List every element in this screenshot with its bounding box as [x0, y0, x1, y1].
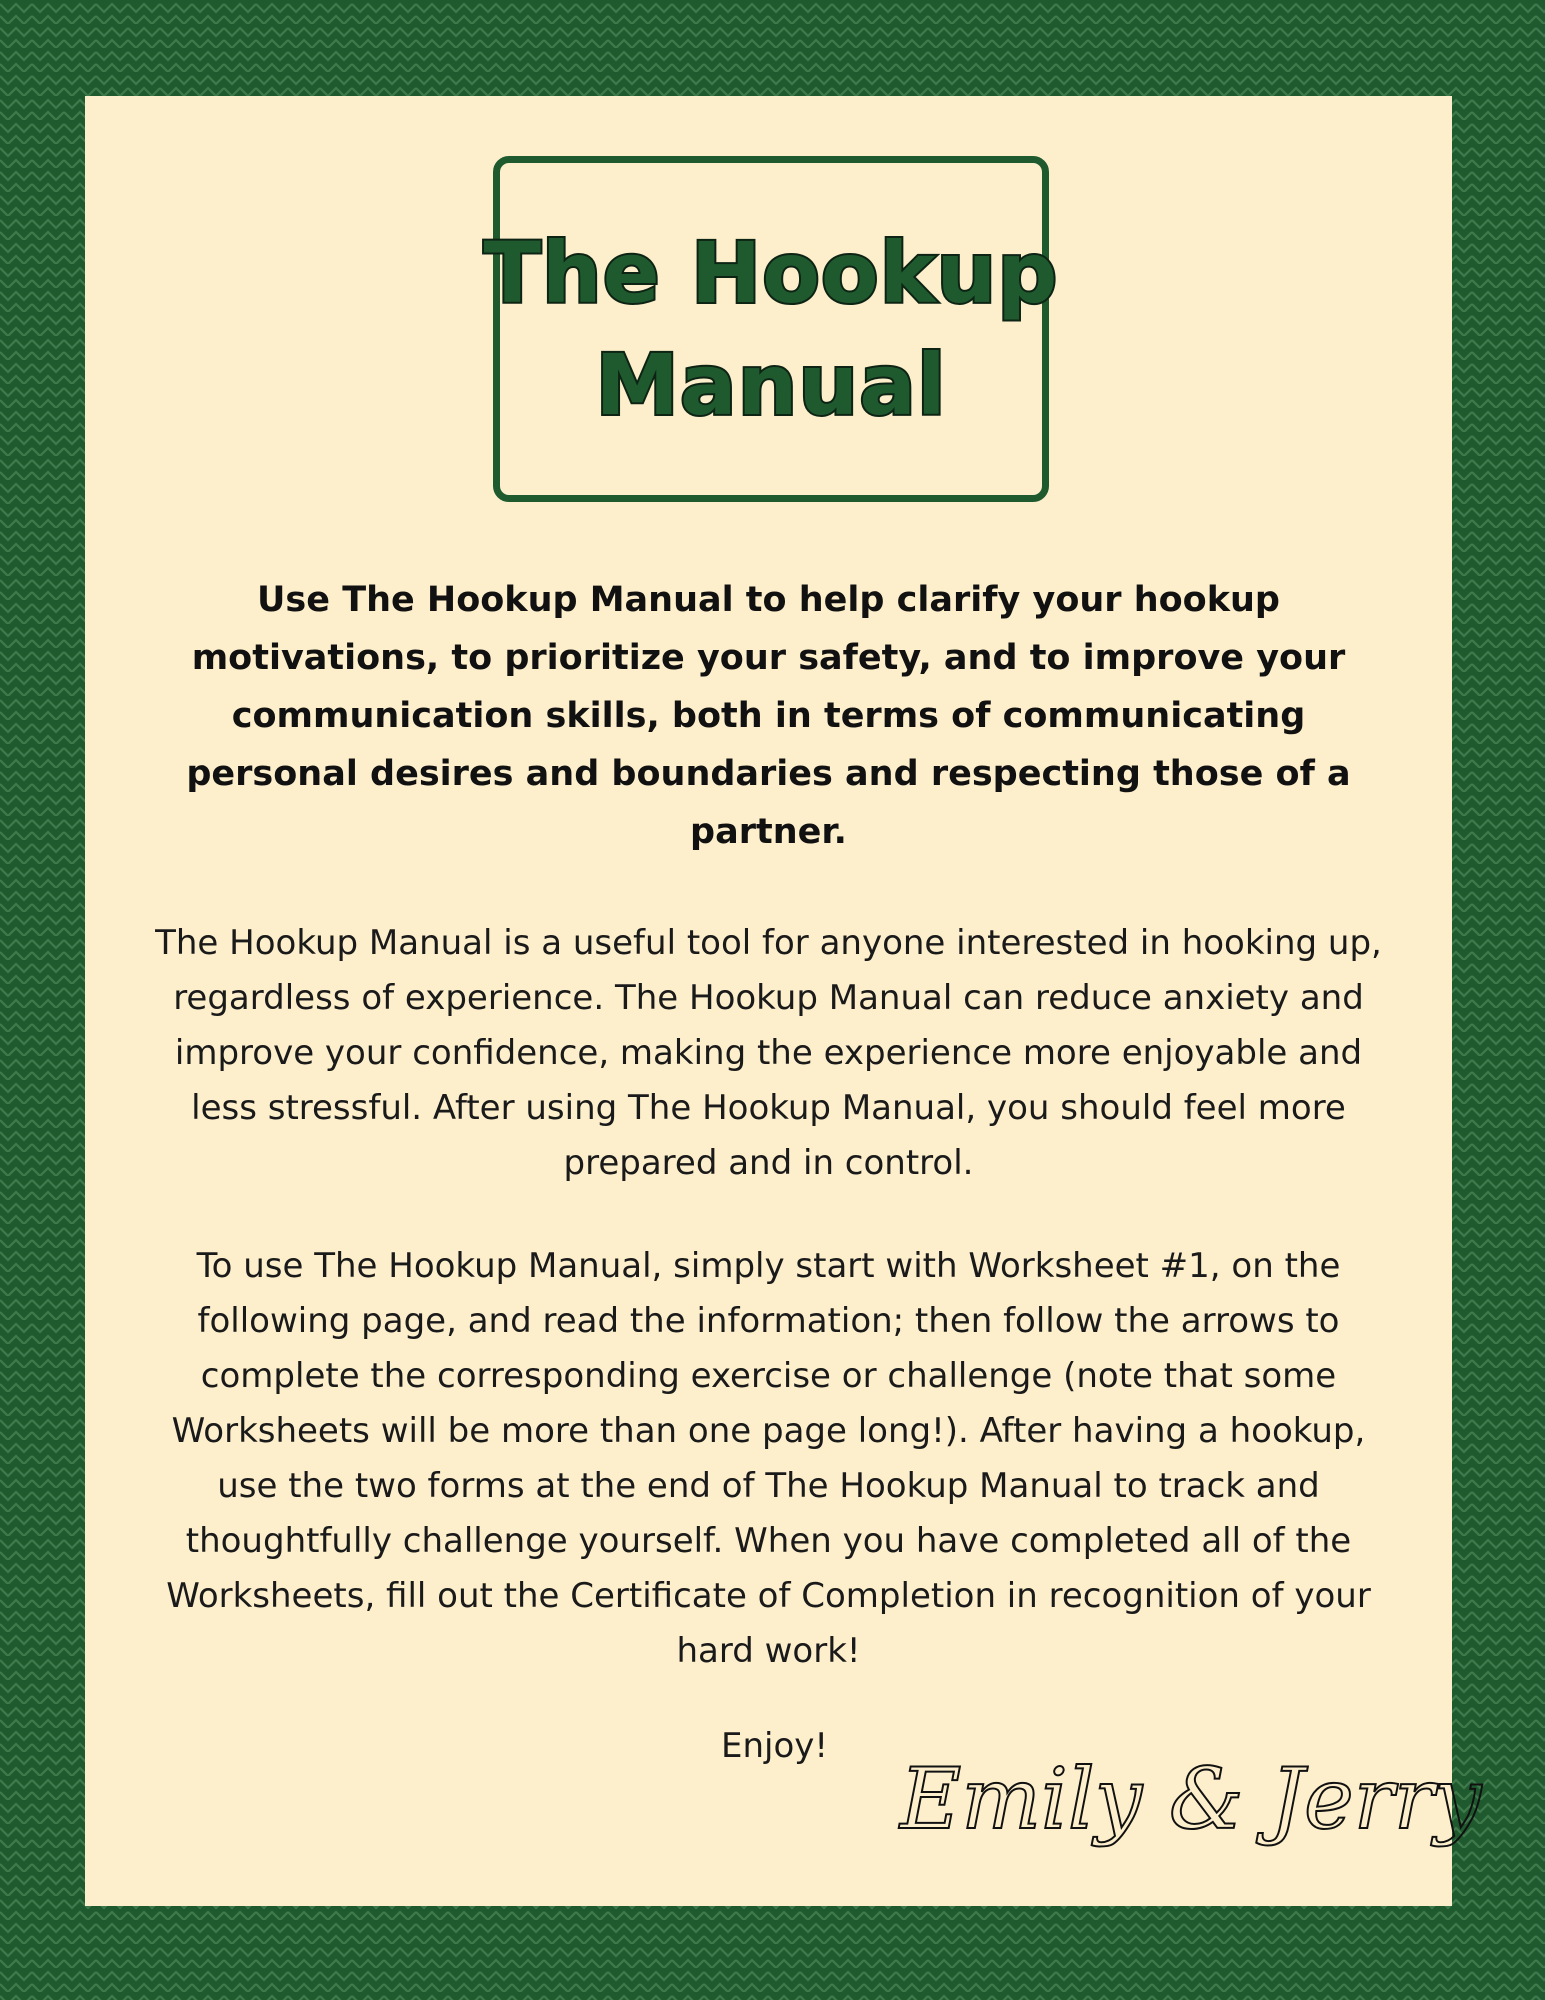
signature	[890, 1718, 1482, 1888]
title-line-1: The Hookup	[483, 224, 1059, 322]
body-paragraph-2: To use The Hookup Manual, simply start with Worksheet #1, on the following page, and read the information; then follow the arrows to complete the corresponding exercise or challenge (note that some Worksheets will be more than one page long!). After having a hookup, use the two forms at the end of The Hookup Manual to track and thoughtfully challenge yourself. When you have completed all of the Worksheets, fill out the Certificate of Completion in recognition of your hard work!	[166, 1246, 1371, 1671]
body-paragraph-1: The Hookup Manual is a useful tool for anyone interested in hooking up, regardless of experience. The Hookup Manual can reduce anxiety and improve your confidence, making the experience more enjoyable and less stressful. After using The Hookup Manual, you should feel more prepared and in control.	[155, 923, 1382, 1183]
title-line-2: Manual	[595, 336, 947, 434]
title-box	[483, 156, 1059, 502]
closing-text: Enjoy!	[721, 1726, 829, 1766]
signature-text: Emily & Jerry	[900, 1750, 1482, 1848]
document-page	[85, 96, 1482, 1906]
intro-paragraph: Use The Hookup Manual to help clarify your hookup motivations, to prioritize your safety, and to improve your communication skills, both in terms of communicating personal desires and boundaries and respecting those of a partner.	[186, 580, 1351, 852]
